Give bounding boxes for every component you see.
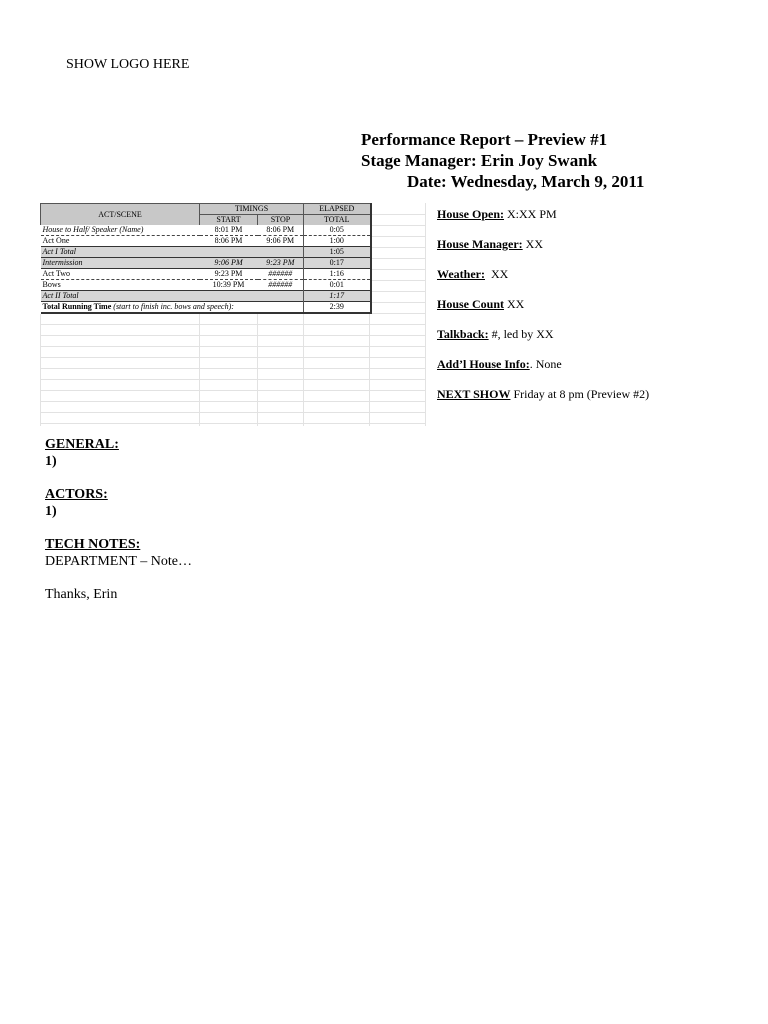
signoff: Thanks, Erin <box>45 587 118 602</box>
house-open-value: X:XX PM <box>504 207 557 221</box>
elapsed-cell: 1:17 <box>304 291 371 302</box>
start-cell: 9:06 PM <box>200 258 258 269</box>
house-info-list <box>437 206 649 416</box>
total-running-time-note: (start to finish inc. bows and speech): <box>113 302 234 311</box>
col-header-elapsed: ELAPSED <box>304 204 371 215</box>
house-manager-value: XX <box>522 237 543 251</box>
elapsed-cell: 0:05 <box>304 225 371 236</box>
scene-cell: Bows <box>41 280 200 291</box>
actors-heading: ACTORS: <box>45 487 108 502</box>
next-show-item <box>437 386 649 416</box>
start-cell <box>200 291 258 302</box>
weather-label: Weather: <box>437 267 485 281</box>
addl-house-info-value: . None <box>529 357 562 371</box>
elapsed-cell: 1:00 <box>304 236 371 247</box>
elapsed-cell: 1:16 <box>304 269 371 280</box>
stop-cell <box>258 291 304 302</box>
start-cell: 10:39 PM <box>200 280 258 291</box>
stop-cell: 8:06 PM <box>266 225 295 234</box>
talkback-label: Talkback: <box>437 327 489 341</box>
total-running-time-cell <box>41 302 304 314</box>
elapsed-cell: 1:05 <box>304 247 371 258</box>
actors-note-item: 1) <box>45 504 57 519</box>
house-open-item <box>437 206 649 236</box>
col-header-stop: STOP <box>258 215 304 226</box>
start-cell: 8:01 PM <box>214 225 243 234</box>
timings-table <box>40 203 372 314</box>
general-note-item: 1) <box>45 454 57 469</box>
report-date: Date: Wednesday, March 9, 2011 <box>407 172 645 191</box>
show-logo-placeholder: SHOW LOGO HERE <box>66 57 190 72</box>
total-running-time-label: Total Running Time <box>42 302 112 311</box>
next-show-value: Friday at 8 pm (Preview #2) <box>510 387 650 401</box>
elapsed-cell: 0:01 <box>304 280 371 291</box>
timings-table-image <box>40 203 426 426</box>
report-title: Performance Report – Preview #1 <box>361 130 608 149</box>
total-running-time-row <box>41 302 371 314</box>
addl-house-info-label: Add’l House Info: <box>437 357 530 371</box>
house-count-value: XX <box>504 297 525 311</box>
start-cell <box>200 247 258 258</box>
tech-note-item: DEPARTMENT – Note… <box>45 554 192 569</box>
scene-cell: Act One <box>41 236 200 247</box>
house-manager-label: House Manager: <box>437 237 523 251</box>
scene-cell: Intermission <box>41 258 200 269</box>
weather-item <box>437 266 649 296</box>
general-heading: GENERAL: <box>45 437 119 452</box>
scene-cell: Act II Total <box>41 291 200 302</box>
table-row <box>41 269 371 280</box>
talkback-value: #, led by XX <box>488 327 554 341</box>
col-header-start: START <box>200 215 258 226</box>
house-count-item <box>437 296 649 326</box>
elapsed-cell: 2:39 <box>304 302 371 314</box>
house-open-label: House Open: <box>437 207 505 221</box>
talkback-item <box>437 326 649 356</box>
scene-cell: Act Two <box>41 269 200 280</box>
stop-cell: ###### <box>258 269 304 280</box>
stop-cell: ###### <box>258 280 304 291</box>
scene-cell: House to Half/ Speaker (Name) <box>42 225 144 234</box>
tech-notes-heading: TECH NOTES: <box>45 537 141 552</box>
stage-manager-line: Stage Manager: Erin Joy Swank <box>361 151 598 170</box>
scene-cell: Act I Total <box>41 247 200 258</box>
stop-cell <box>258 247 304 258</box>
table-row <box>41 280 371 291</box>
start-cell: 8:06 PM <box>200 236 258 247</box>
table-row <box>41 258 371 269</box>
col-header-act-scene: ACT/SCENE <box>41 204 200 226</box>
elapsed-cell: 0:17 <box>304 258 371 269</box>
table-row <box>41 225 371 236</box>
addl-house-info-item <box>437 356 649 386</box>
weather-value: XX <box>484 267 509 281</box>
next-show-label: NEXT SHOW <box>437 387 511 401</box>
col-header-timings: TIMINGS <box>200 204 304 215</box>
notes-section <box>45 436 192 603</box>
table-row <box>41 236 371 247</box>
start-cell: 9:23 PM <box>200 269 258 280</box>
report-header <box>361 129 644 192</box>
table-row <box>41 247 371 258</box>
col-header-total: TOTAL <box>304 215 371 226</box>
house-manager-item <box>437 236 649 266</box>
house-count-label: House Count <box>437 297 505 311</box>
table-row <box>41 291 371 302</box>
stop-cell: 9:06 PM <box>258 236 304 247</box>
stop-cell: 9:23 PM <box>258 258 304 269</box>
